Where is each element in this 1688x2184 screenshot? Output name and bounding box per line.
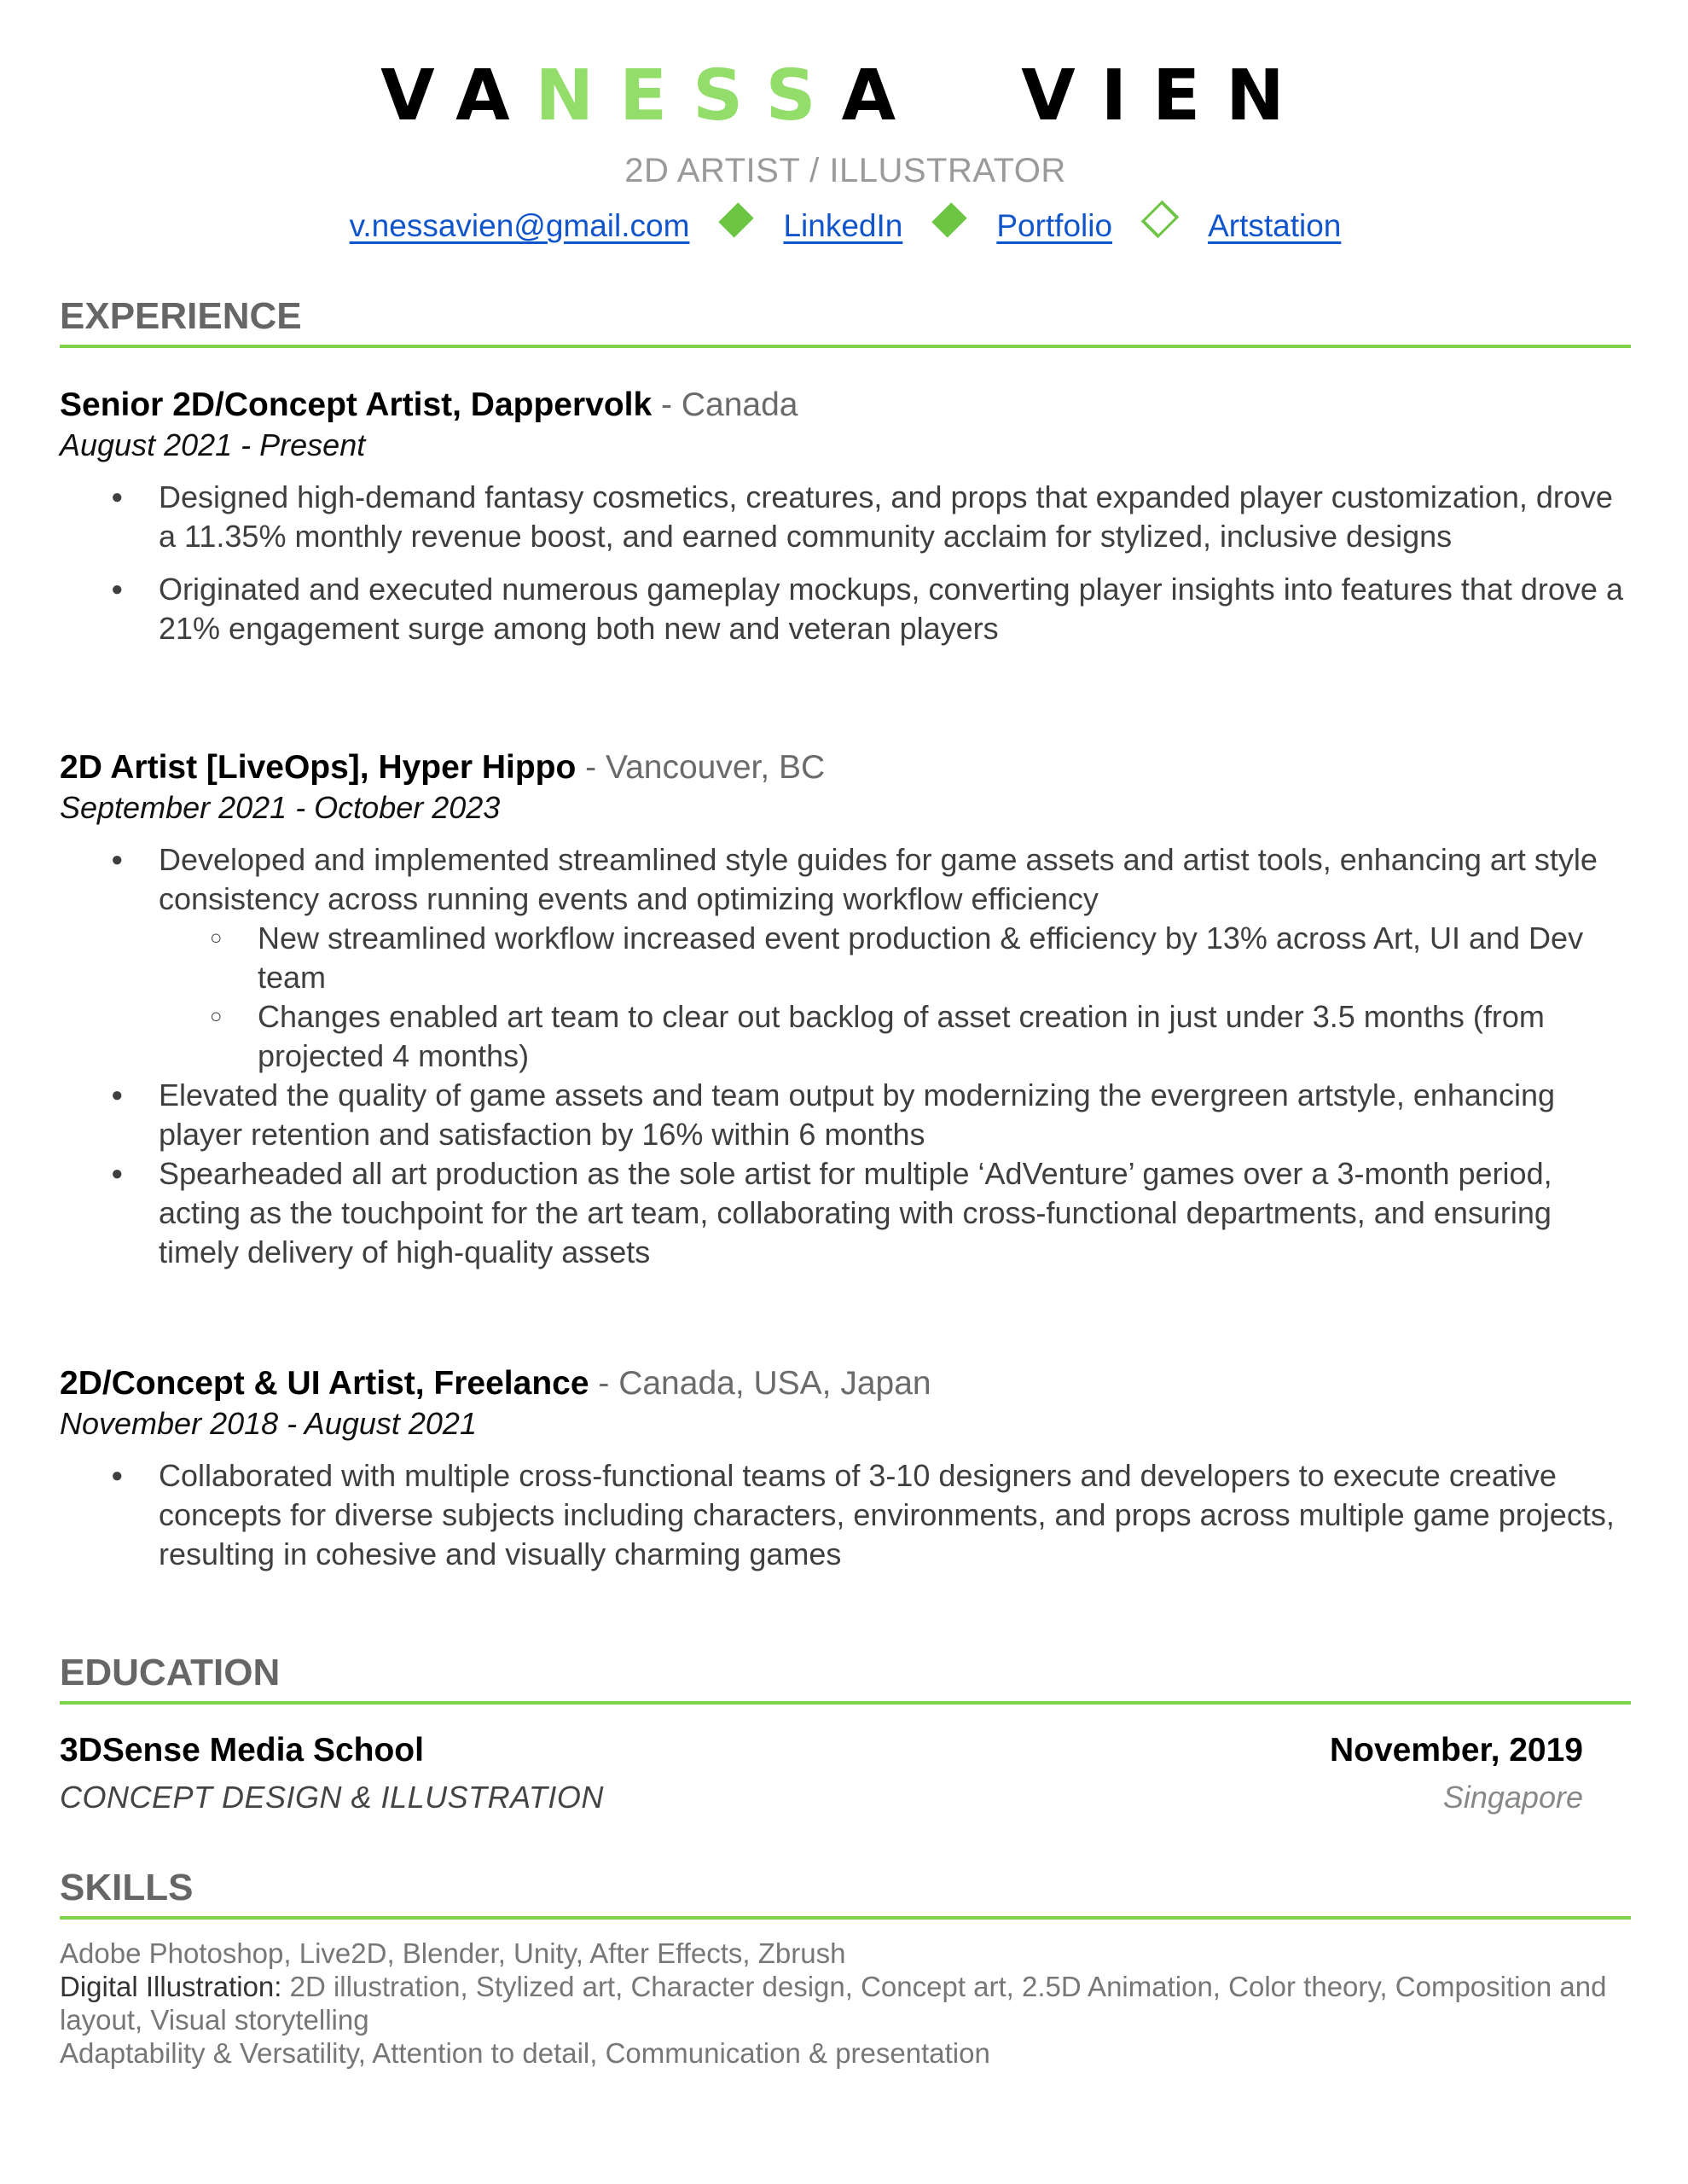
degree: CONCEPT DESIGN & ILLUSTRATION (60, 1780, 604, 1815)
skills-label: Digital Illustration: (60, 1971, 282, 2002)
job-dates: August 2021 - Present (60, 427, 366, 462)
school-name: 3DSense Media School (60, 1732, 424, 1769)
section-divider (60, 1701, 1631, 1705)
job-title (60, 1362, 1631, 1405)
job-bullets (60, 1076, 1631, 1272)
job-bullets (60, 840, 1631, 919)
skills-value: 2D illustration, Stylized art, Character design, Concept art, 2.5D Animation, Color theory, Composition and layout, Visual storytelling (60, 1971, 1607, 2036)
education-detail-row (60, 1780, 1583, 1815)
artstation-link[interactable]: Artstation (1208, 208, 1342, 243)
school-location: Singapore (1442, 1780, 1583, 1815)
job-entry-dappervolk (60, 384, 1631, 648)
software-skills: Adobe Photoshop, Live2D, Blender, Unity, After Effects, Zbrush (60, 1937, 846, 1969)
contact-links (60, 205, 1631, 247)
job-title-text: 2D/Concept & UI Artist, Freelance (60, 1365, 589, 1402)
filled-diamond-icon (719, 202, 754, 237)
job-title-text: 2D Artist [LiveOps], Hyper Hippo (60, 749, 577, 786)
section-divider (60, 1916, 1631, 1920)
candidate-name (60, 55, 1631, 136)
job-location: - Canada, USA, Japan (589, 1365, 931, 1402)
section-title-experience: EXPERIENCE (60, 295, 302, 337)
job-title (60, 746, 1631, 789)
soft-skills: Adaptability & Versatility, Attention to detail, Communication & presentation (60, 2037, 990, 2069)
sub-bullets (60, 919, 1631, 1076)
email-link[interactable]: v.nessavien@gmail.com (349, 208, 690, 243)
sub-bullet-item: ○ Changes enabled art team to clear out backlog of asset creation in just under 3.5 months (from projected 4 months) (60, 997, 1631, 1076)
bullet-item: ● Originated and executed numerous gameplay mockups, converting player insights into features that drove a 21% engagement surge among both new and veteran players (60, 570, 1631, 648)
filled-diamond-icon (932, 202, 967, 237)
bullet-item: ● Collaborated with multiple cross-functional teams of 3-10 designers and developers to execute creative concepts for diverse subjects including characters, environments, and props across multiple game projects, resulting in cohesive and visually charming games (60, 1456, 1631, 1574)
outline-diamond-icon (1141, 200, 1180, 239)
section-title-education: EDUCATION (60, 1652, 281, 1693)
graduation-date: November, 2019 (1329, 1732, 1583, 1769)
bullet-item: ● Elevated the quality of game assets and team output by modernizing the evergreen artstyle, enhancing player retention and satisfaction by 16% within 6 months (60, 1076, 1631, 1154)
bullet-item: ● Spearheaded all art production as the sole artist for multiple ‘AdVenture’ games over a 3-month period, acting as the touchpoint for the art team, collaborating with cross-functional departments, and ensuring timely delivery of high-quality assets (60, 1154, 1631, 1272)
section-title-skills: SKILLS (60, 1867, 194, 1908)
job-entry-hyper-hippo (60, 746, 1631, 1272)
name-surname: VIEN (1021, 55, 1310, 136)
name-highlight: NESS (535, 55, 842, 136)
job-title-text: Senior 2D/Concept Artist, Dappervolk (60, 386, 653, 423)
name-part: VA (380, 55, 536, 136)
job-entry-freelance (60, 1362, 1631, 1574)
job-bullets (60, 478, 1631, 648)
bullet-item: ● Designed high-demand fantasy cosmetics, creatures, and props that expanded player customization, drove a 11.35% monthly revenue boost, and earned community acclaim for stylized, inclusive designs (60, 478, 1631, 556)
sub-bullet-item: ○ New streamlined workflow increased event production & efficiency by 13% across Art, UI and Dev team (60, 919, 1631, 997)
job-location: - Canada (652, 386, 798, 423)
job-location: - Vancouver, BC (576, 749, 826, 786)
job-bullets (60, 1456, 1631, 1574)
name-part: A (841, 55, 922, 136)
job-dates: September 2021 - October 2023 (60, 790, 501, 825)
job-title (60, 384, 1631, 427)
digital-illustration-skills (60, 1970, 1631, 2036)
bullet-text: Developed and implemented streamlined style guides for game assets and artist tools, enhancing art style consistency across running events and optimizing workflow efficiency (159, 842, 1598, 916)
portfolio-link[interactable]: Portfolio (996, 208, 1113, 243)
section-divider (60, 345, 1631, 348)
skills-list (60, 1937, 1631, 2070)
job-role-subtitle: 2D ARTIST / ILLUSTRATOR (624, 152, 1066, 189)
education-row (60, 1732, 1583, 1769)
job-dates: November 2018 - August 2021 (60, 1406, 477, 1441)
linkedin-link[interactable]: LinkedIn (783, 208, 903, 243)
bullet-item (60, 840, 1631, 919)
